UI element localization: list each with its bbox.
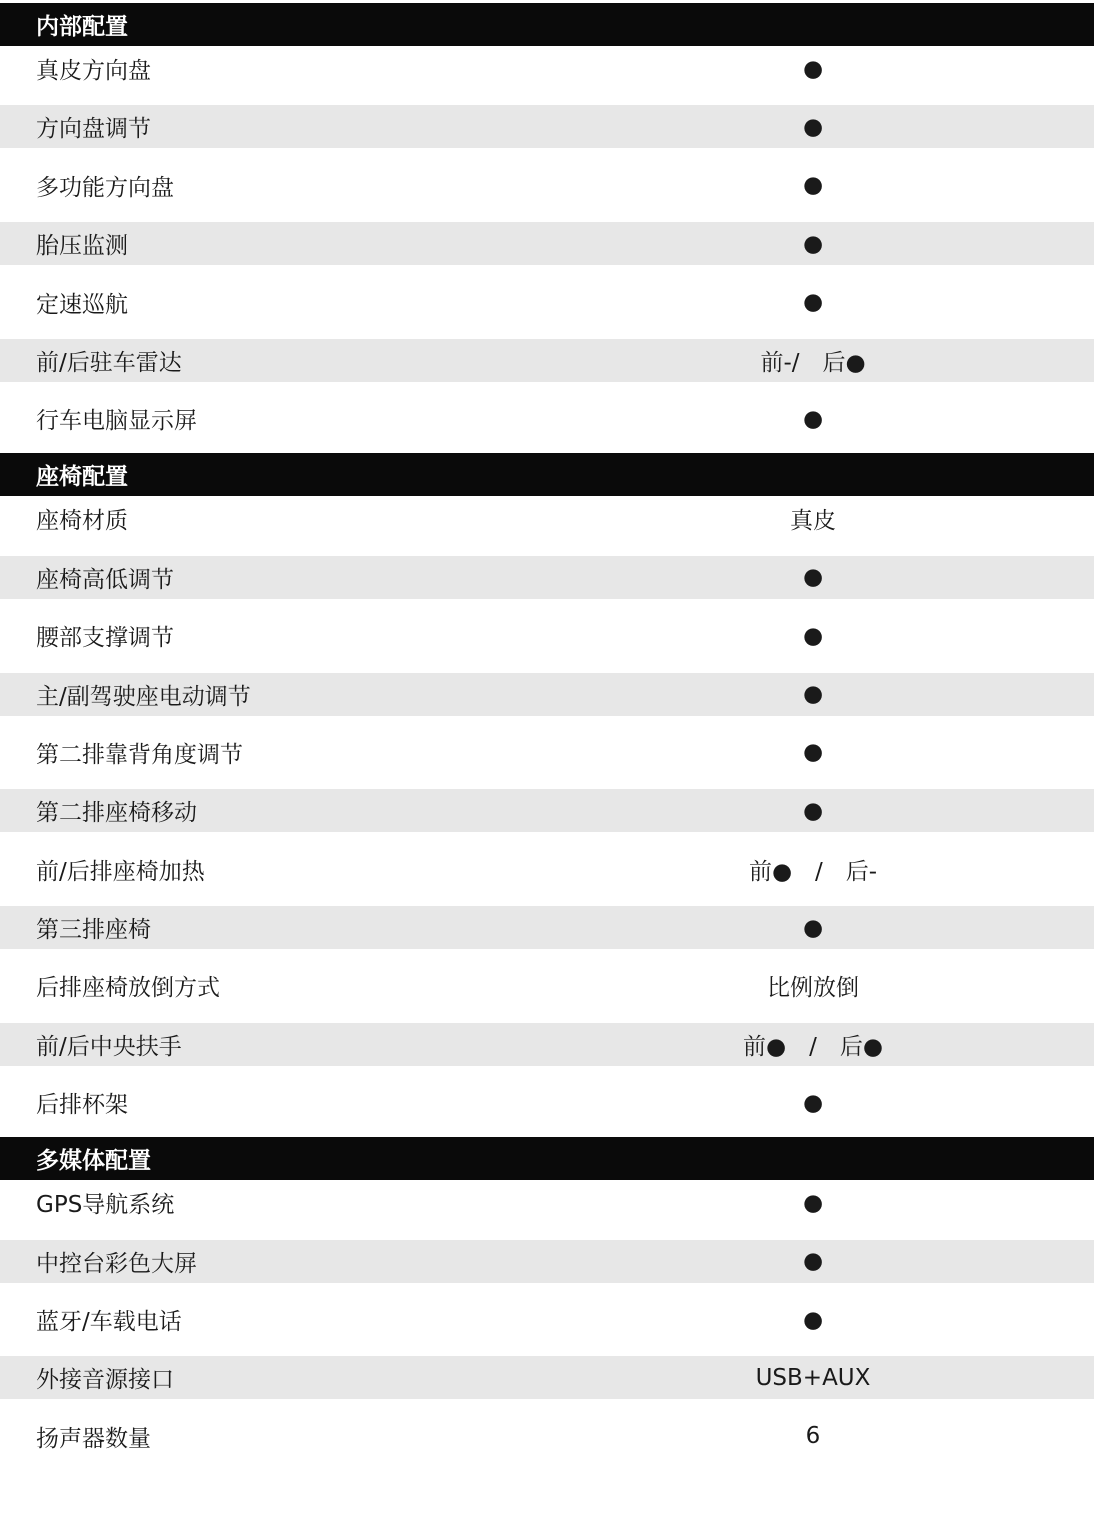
spec-label: 第二排座椅移动: [36, 800, 197, 827]
spec-value: ●: [802, 914, 824, 941]
spec-value: 前● / 后●: [743, 1033, 883, 1060]
spec-row: [0, 1081, 1094, 1124]
section-multimedia: [0, 1137, 1094, 1458]
section-header: 座椅配置: [0, 453, 1094, 496]
spec-value: 前-/ 后●: [760, 349, 866, 376]
spec-label: 真皮方向盘: [36, 58, 151, 84]
spec-value: ●: [802, 230, 824, 257]
spec-label: 多功能方向盘: [36, 174, 174, 201]
spec-row: [0, 1298, 1094, 1341]
spec-row: [0, 1240, 1094, 1283]
spec-value: ●: [802, 1306, 824, 1333]
spec-label: 第三排座椅: [36, 917, 151, 944]
spec-sheet: [0, 3, 1094, 1473]
section-header: 内部配置: [0, 3, 1094, 46]
spec-label: 第二排靠背角度调节: [36, 741, 243, 768]
spec-row: [0, 556, 1094, 599]
spec-row: [0, 906, 1094, 949]
spec-row: [0, 47, 1094, 90]
spec-label: 后排座椅放倒方式: [36, 975, 220, 1002]
spec-value: ●: [802, 1189, 824, 1216]
spec-value: 比例放倒: [767, 975, 859, 1002]
spec-value: ●: [802, 289, 824, 316]
spec-label: 座椅高低调节: [36, 566, 174, 593]
spec-row: [0, 789, 1094, 832]
spec-row: [0, 673, 1094, 716]
section-interior: [0, 3, 1094, 440]
spec-label: 外接音源接口: [36, 1367, 174, 1394]
spec-label: 前/后驻车雷达: [36, 349, 182, 376]
spec-value: ●: [802, 1089, 824, 1116]
spec-row: [0, 964, 1094, 1007]
spec-row: [0, 105, 1094, 148]
spec-value: ●: [802, 797, 824, 824]
spec-label: GPS导航系统: [36, 1192, 175, 1219]
spec-value: ●: [802, 739, 824, 766]
spec-value: 真皮: [790, 508, 836, 535]
spec-label: 扬声器数量: [36, 1425, 151, 1452]
spec-value: USB+AUX: [755, 1364, 871, 1391]
spec-value: ●: [802, 55, 824, 82]
spec-label: 定速巡航: [36, 291, 128, 318]
spec-row: [0, 1023, 1094, 1066]
spec-value: ●: [802, 113, 824, 140]
spec-row: [0, 164, 1094, 207]
spec-row: [0, 222, 1094, 265]
spec-label: 胎压监测: [36, 233, 128, 260]
spec-label: 后排杯架: [36, 1092, 128, 1119]
spec-row: [0, 1415, 1094, 1458]
spec-label: 蓝牙/车载电话: [36, 1309, 182, 1336]
spec-row: [0, 339, 1094, 382]
spec-label: 方向盘调节: [36, 116, 151, 143]
spec-value: ●: [802, 1248, 824, 1275]
spec-row: [0, 1181, 1094, 1224]
spec-value: ●: [802, 172, 824, 199]
section-header: 多媒体配置: [0, 1137, 1094, 1180]
spec-row: [0, 397, 1094, 440]
spec-row: [0, 281, 1094, 324]
spec-label: 前/后排座椅加热: [36, 858, 205, 885]
section-seats: [0, 453, 1094, 1124]
spec-row: [0, 848, 1094, 891]
spec-label: 中控台彩色大屏: [36, 1250, 197, 1277]
spec-row: [0, 614, 1094, 657]
spec-row: [0, 731, 1094, 774]
spec-row: [0, 497, 1094, 540]
spec-value: ●: [802, 564, 824, 591]
spec-label: 前/后中央扶手: [36, 1033, 182, 1060]
spec-row: [0, 1356, 1094, 1399]
spec-label: 主/副驾驶座电动调节: [36, 683, 251, 710]
spec-value: ●: [802, 622, 824, 649]
spec-value: 前● / 后-: [748, 858, 878, 885]
spec-label: 座椅材质: [36, 508, 128, 535]
spec-value: ●: [802, 405, 824, 432]
spec-value: 6: [805, 1423, 821, 1450]
spec-value: ●: [802, 681, 824, 708]
spec-label: 行车电脑显示屏: [36, 408, 197, 435]
spec-label: 腰部支撑调节: [36, 625, 174, 652]
